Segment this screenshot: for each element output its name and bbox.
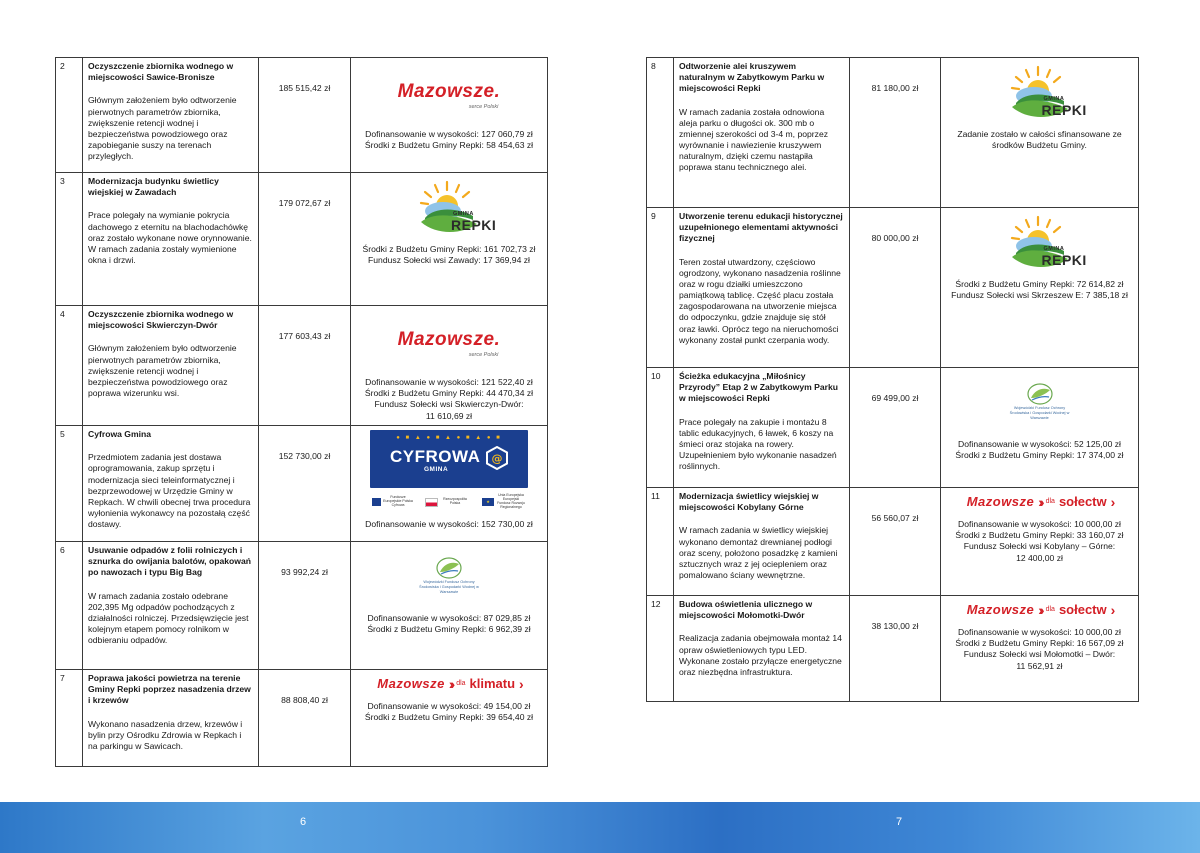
funding-cell: [941, 208, 1139, 368]
funding-lines: [356, 519, 542, 530]
page-number-right: 7: [896, 816, 903, 828]
project-description: W ramach zadania zostało odebrane 202,395 Mg odpadów pochodzących z działalności rolniczej. Przedsięwzięcie jest kolejnym etapem pomocy rolnikom w odbieraniu odpadów.: [88, 590, 249, 646]
logo-campaign-word: klimatu: [469, 675, 516, 691]
funding-line: Dofinansowanie w wysokości: 121 522,40 zł: [365, 377, 533, 387]
project-amount: 56 560,07 zł: [850, 488, 941, 596]
funding-lines: [356, 129, 542, 151]
project-number: 10: [647, 368, 674, 488]
projects-table-right: [646, 57, 1139, 702]
mazowsze-logo-word: Mazowsze.: [397, 328, 501, 350]
project-number: 11: [647, 488, 674, 596]
project-title: Modernizacja świetlicy wiejskiej w miejscowości Kobylany Górne: [679, 491, 819, 513]
chevron-right-icon: ›: [1110, 601, 1113, 618]
funding-line: Fundusz Sołecki wsi Zawady: 17 369,94 zł: [368, 255, 530, 266]
funding-line: Dofinansowanie w wysokości: 87 029,85 zł: [367, 613, 531, 623]
mazowsze-logo-word: Mazowsze.: [397, 80, 501, 102]
funding-line: Środki z Budżetu Gminy Repki: 17 374,00 zł: [955, 450, 1124, 461]
project-description: Prace polegały na zakupie i montażu 8 tablic edukacyjnych, 6 ławek, 6 koszy na śmieci oraz stojaka na rowery. Uzupełnieniem było wykonanie nasadzeń roślinnych.: [679, 416, 837, 472]
chevron-right-icon: ››: [1038, 493, 1042, 510]
project-cell: [83, 173, 259, 306]
poland-flag-icon: [425, 498, 438, 507]
project-amount: 81 180,00 zł: [850, 58, 941, 208]
funding-line: Środki z Budżetu Gminy Repki: 58 454,63 zł: [364, 140, 534, 151]
funding-lines: [946, 627, 1133, 672]
project-title: Poprawa jakości powietrza na terenie Gminy Repki poprzez nasadzenia drzew i krzewów: [88, 673, 251, 706]
project-description: W ramach zadania została odnowiona aleja parku o długości ok. 300 mb o zmiennej szerokości od 3-4 m, poprzez wyrównanie i nawiezienie kruszywem naturalnym, dzięki czemu nastąpiła poprawa stanu technicznego alei.: [679, 106, 829, 173]
funding-line: Fundusz Sołecki wsi Mołomotki – Dwór:: [963, 649, 1116, 660]
logo-dla: dla: [1045, 606, 1055, 614]
project-description: Głównym założeniem było odtworzenie pierwotnych parametrów zbiornika, zwiększenie retencji wodnej i bezpieczeństwa powodziowego oraz poprawa wizerunku wsi.: [88, 343, 237, 399]
funding-cell: [351, 426, 548, 542]
logo-campaign-word: sołectw: [1058, 493, 1107, 509]
logo-dla: dla: [456, 680, 466, 688]
funding-cell: [351, 670, 548, 767]
funding-line: Środki z Budżetu Gminy Repki: 39 654,40 zł: [364, 712, 534, 723]
project-amount: 93 992,24 zł: [259, 542, 351, 670]
gmina-repki-logo-gmina: GMINA: [1043, 96, 1065, 102]
mazowsze-logo-word: Mazowsze: [966, 601, 1035, 617]
gmina-repki-logo-repki: REPKI: [1041, 102, 1087, 118]
mazowsze-logo-tagline: serce Polski: [468, 104, 499, 111]
project-amount: 152 730,00 zł: [259, 426, 351, 542]
wfosigw-logo: [1010, 383, 1070, 420]
gmina-repki-logo-gmina: GMINA: [453, 211, 474, 217]
funding-line: Zadanie zostało w całości sfinansowane ze środków Budżetu Gminy.: [957, 129, 1122, 151]
gmina-repki-logo: [407, 176, 497, 238]
project-description: Przedmiotem zadania jest dostawa oprogramowania, zakup sprzętu i modernizacja sieci teleinformatycznej i bezprzewodowej w Urzędzie Gminy w Repkach. W chwili obecnej trwa procedura wyłonienia wykonawcy na pozostałą część dostawy.: [88, 452, 251, 530]
gmina-repki-logo: [998, 211, 1087, 273]
funder-logo: [425, 498, 470, 507]
project-number: 2: [56, 58, 83, 173]
logo-box: [356, 61, 542, 123]
funding-line: Środki z Budżetu Gminy Repki: 44 470,34 zł: [364, 388, 534, 399]
logo-box: [946, 371, 1133, 433]
funding-line: Dofinansowanie w wysokości: 10 000,00 zł: [958, 627, 1121, 637]
funding-line: Dofinansowanie w wysokości: 127 060,79 zł: [365, 129, 533, 139]
funding-lines: [356, 244, 542, 266]
wfosigw-logo-text: Wojewódzki Fundusz Ochrony Środowiska i Gospodarki Wodnej w Warszawie: [1009, 406, 1070, 420]
project-description: Teren został utwardzony, częściowo ogrodzony, wykonano nasadzenia roślinne oraz w rogu działki umieszczono pamiątkową tablicę. Część placu została zagospodarowana na utworzenie miejsca do odpoczynku, gdzie znajduje się stół oraz ławki. Oprócz tego na nieruchomości wykonany został punkt czerpania wody.: [679, 256, 841, 345]
page-footer: [0, 802, 1200, 853]
project-amount: 38 130,00 zł: [850, 596, 941, 702]
project-title: Odtworzenie alei kruszywem naturalnym w Zabytkowym Parku w miejscowości Repki: [679, 61, 825, 94]
cyfrowa-subtitle: GMINA: [424, 466, 449, 473]
funding-cell: [351, 306, 548, 426]
logo-box: [356, 176, 542, 238]
funding-cell: [941, 368, 1139, 488]
wfosigw-logo-text: Wojewódzki Fundusz Ochrony Środowiska i Gospodarki Wodnej w Warszawie: [419, 580, 479, 594]
funding-lines: [946, 279, 1133, 301]
cyfrowa-gmina-banner: [370, 430, 528, 488]
funding-line: Środki z Budżetu Gminy Repki: 33 160,07 zł: [955, 530, 1124, 541]
mazowsze-logo-word: Mazowsze: [966, 493, 1035, 509]
project-number: 4: [56, 306, 83, 426]
project-title: Oczyszczenie zbiornika wodnego w miejscowości Sawice-Bronisze: [88, 61, 234, 83]
mazowsze-dla-klimatu-logo: [377, 675, 520, 693]
project-row: [647, 208, 1139, 368]
project-amount: 177 603,43 zł: [259, 306, 351, 426]
svg-text:@: @: [491, 452, 503, 465]
project-title: Cyfrowa Gmina: [88, 429, 152, 439]
gmina-repki-logo-gmina: GMINA: [1043, 246, 1065, 252]
logo-campaign-word: sołectw: [1058, 601, 1107, 617]
project-number: 6: [56, 542, 83, 670]
mazowsze-logo: [397, 328, 501, 359]
funding-lines: [356, 377, 542, 422]
project-row: [56, 670, 548, 767]
funding-lines: [356, 701, 542, 723]
funding-line: Środki z Budżetu Gminy Repki: 6 962,39 zł: [367, 624, 531, 635]
project-row: [56, 306, 548, 426]
funding-cell: [351, 173, 548, 306]
gmina-repki-logo: [998, 61, 1087, 123]
wfosigw-emblem-icon: [1026, 383, 1054, 405]
logo-box: [946, 61, 1133, 123]
at-sign-icon: [486, 446, 508, 470]
funder-logo: [372, 496, 413, 508]
gmina-repki-logo-repki: REPKI: [451, 217, 497, 233]
project-title: Modernizacja budynku świetlicy wiejskiej w Zawadach: [88, 176, 219, 198]
funding-line: Środki z Budżetu Gminy Repki: 161 702,73 zł: [362, 244, 536, 254]
funder-logo-text: Unia Europejska Europejski Fundusz Rozwoju Regionalnego: [497, 493, 525, 509]
project-cell: [83, 306, 259, 426]
project-row: [647, 368, 1139, 488]
funding-lines: [356, 613, 542, 635]
project-cell: [674, 488, 850, 596]
funder-logo-text: Fundusze Europejskie Polska Cyfrowa: [383, 495, 413, 507]
logo-box: [356, 545, 542, 607]
mazowsze-logo-tagline: serce Polski: [468, 352, 499, 359]
projects-table-left: [55, 57, 548, 767]
project-cell: [674, 208, 850, 368]
page-number-left: 6: [300, 816, 307, 828]
funding-line: Dofinansowanie w wysokości: 152 730,00 zł: [365, 519, 533, 529]
funding-cell: [941, 596, 1139, 702]
funding-line: Fundusz Sołecki wsi Skwierczyn-Dwór:: [374, 399, 524, 410]
funder-logo: [482, 494, 526, 509]
funding-cell: [351, 58, 548, 173]
logo-box: [356, 673, 542, 695]
funding-line: Dofinansowanie w wysokości: 10 000,00 zł: [958, 519, 1121, 529]
project-cell: [83, 670, 259, 767]
wfosigw-logo: [419, 557, 479, 594]
project-description: W ramach zadania w świetlicy wiejskiej wykonano demontaż drewnianej podłogi oraz sceny, położono posadzkę z kamieni sztucznych wraz z jej ociepleniem oraz pomalowano ściany wewnętrzne.: [679, 525, 838, 581]
project-cell: [83, 58, 259, 173]
project-cell: [674, 596, 850, 702]
project-title: Usuwanie odpadów z folii rolniczych i sznurka do owijania balotów, opakowań po nawozach i typu Big Bag: [88, 545, 251, 578]
funding-lines: [946, 129, 1133, 151]
eu-flag-icon: ★: [482, 498, 494, 506]
logo-dla: dla: [1045, 498, 1055, 506]
project-title: Utworzenie terenu edukacji historycznej uzupełnionego elementami aktywności fizycznej: [679, 211, 843, 244]
chevron-right-icon: ››: [1038, 601, 1042, 618]
funding-line: Środki z Budżetu Gminy Repki: 16 567,09 zł: [955, 638, 1124, 649]
mazowsze-logo-word: Mazowsze: [377, 675, 445, 691]
logo-box: [946, 211, 1133, 273]
project-number: 3: [56, 173, 83, 306]
project-description: Prace polegały na wymianie pokrycia dachowego z eternitu na blachodachówkę oraz zostało wykonane nowe orynnowanie. W ramach zadania zostały wymienione okna i drzwi.: [88, 210, 252, 266]
funder-logo-text: Rzeczpospolita Polska: [443, 497, 467, 505]
project-number: 7: [56, 670, 83, 767]
project-row: [56, 542, 548, 670]
chevron-right-icon: ›: [1110, 493, 1113, 510]
funding-line: Dofinansowanie w wysokości: 49 154,00 zł: [367, 701, 531, 711]
funders-strip: [372, 491, 526, 513]
mazowsze-logo: [397, 80, 501, 111]
project-amount: 69 499,00 zł: [850, 368, 941, 488]
project-cell: [83, 542, 259, 670]
funding-cell: [941, 58, 1139, 208]
logo-box: [356, 309, 542, 371]
wfosigw-emblem-icon: [435, 557, 463, 579]
project-row: [647, 596, 1139, 702]
funding-cell: [941, 488, 1139, 596]
logo-box: [356, 429, 542, 513]
project-cell: [674, 368, 850, 488]
project-cell: [674, 58, 850, 208]
project-number: 5: [56, 426, 83, 542]
funding-lines: [946, 439, 1133, 461]
fe-emblem-icon: [372, 498, 381, 506]
project-title: Budowa oświetlenia ulicznego w miejscowości Mołomotki-Dwór: [679, 599, 813, 621]
funding-line: Fundusz Sołecki wsi Kobylany – Górne:: [963, 541, 1116, 552]
project-cell: [83, 426, 259, 542]
funding-cell: [351, 542, 548, 670]
project-amount: 88 808,40 zł: [259, 670, 351, 767]
funding-line: Dofinansowanie w wysokości: 52 125,00 zł: [958, 439, 1121, 449]
chevron-right-icon: ››: [448, 675, 453, 692]
project-row: [647, 58, 1139, 208]
project-row: [56, 58, 548, 173]
funding-line: 11 562,91 zł: [1016, 660, 1063, 671]
project-number: 9: [647, 208, 674, 368]
project-title: Oczyszczenie zbiornika wodnego w miejscowości Skwierczyn-Dwór: [88, 309, 234, 331]
chevron-right-icon: ›: [519, 675, 521, 692]
project-amount: 80 000,00 zł: [850, 208, 941, 368]
mazowsze-dla-solectw-logo: [967, 601, 1113, 619]
funding-line: 11 610,69 zł: [425, 410, 473, 421]
project-title: Ścieżka edukacyjna „Miłośnicy Przyrody” Etap 2 w Zabytkowym Parku w miejscowości Repki: [679, 371, 839, 404]
project-number: 8: [647, 58, 674, 208]
funding-line: Fundusz Sołecki wsi Skrzeszew E: 7 385,18 zł: [951, 290, 1128, 301]
project-amount: 179 072,67 zł: [259, 173, 351, 306]
project-row: [56, 426, 548, 542]
project-number: 12: [647, 596, 674, 702]
digital-icons-row: ● ■ ▲ ● ■ ▲ ● ■ ▲ ● ■: [396, 435, 502, 441]
funding-line: Środki z Budżetu Gminy Repki: 72 614,82 zł: [955, 279, 1124, 289]
cyfrowa-title: CYFROWA: [390, 447, 481, 466]
cyfrowa-gmina-logo: [370, 429, 528, 513]
gmina-repki-logo-repki: REPKI: [1041, 252, 1087, 268]
project-description: Wykonano nasadzenia drzew, krzewów i bylin przy Ośrodku Zdrowia w Repkach i na parkingu w Sawicach.: [88, 718, 243, 751]
project-description: Głównym założeniem było odtworzenie pierwotnych parametrów zbiornika, zwiększenie retencji wodnej i bezpieczeństwa powodziowego oraz zapobieganie suszy na terenach przyległych.: [88, 95, 237, 162]
mazowsze-dla-solectw-logo: [967, 493, 1113, 511]
project-row: [56, 173, 548, 306]
logo-box: [946, 599, 1133, 621]
project-description: Realizacja zadania obejmowała montaż 14 opraw oświetleniowych typu LED. Wykonane zostało przyłącze energetyczne oraz niezbędna infrastruktura.: [679, 633, 842, 677]
logo-box: [946, 491, 1133, 513]
funding-lines: [946, 519, 1133, 564]
funding-line: 12 400,00 zł: [1016, 552, 1063, 563]
project-row: [647, 488, 1139, 596]
project-amount: 185 515,42 zł: [259, 58, 351, 173]
